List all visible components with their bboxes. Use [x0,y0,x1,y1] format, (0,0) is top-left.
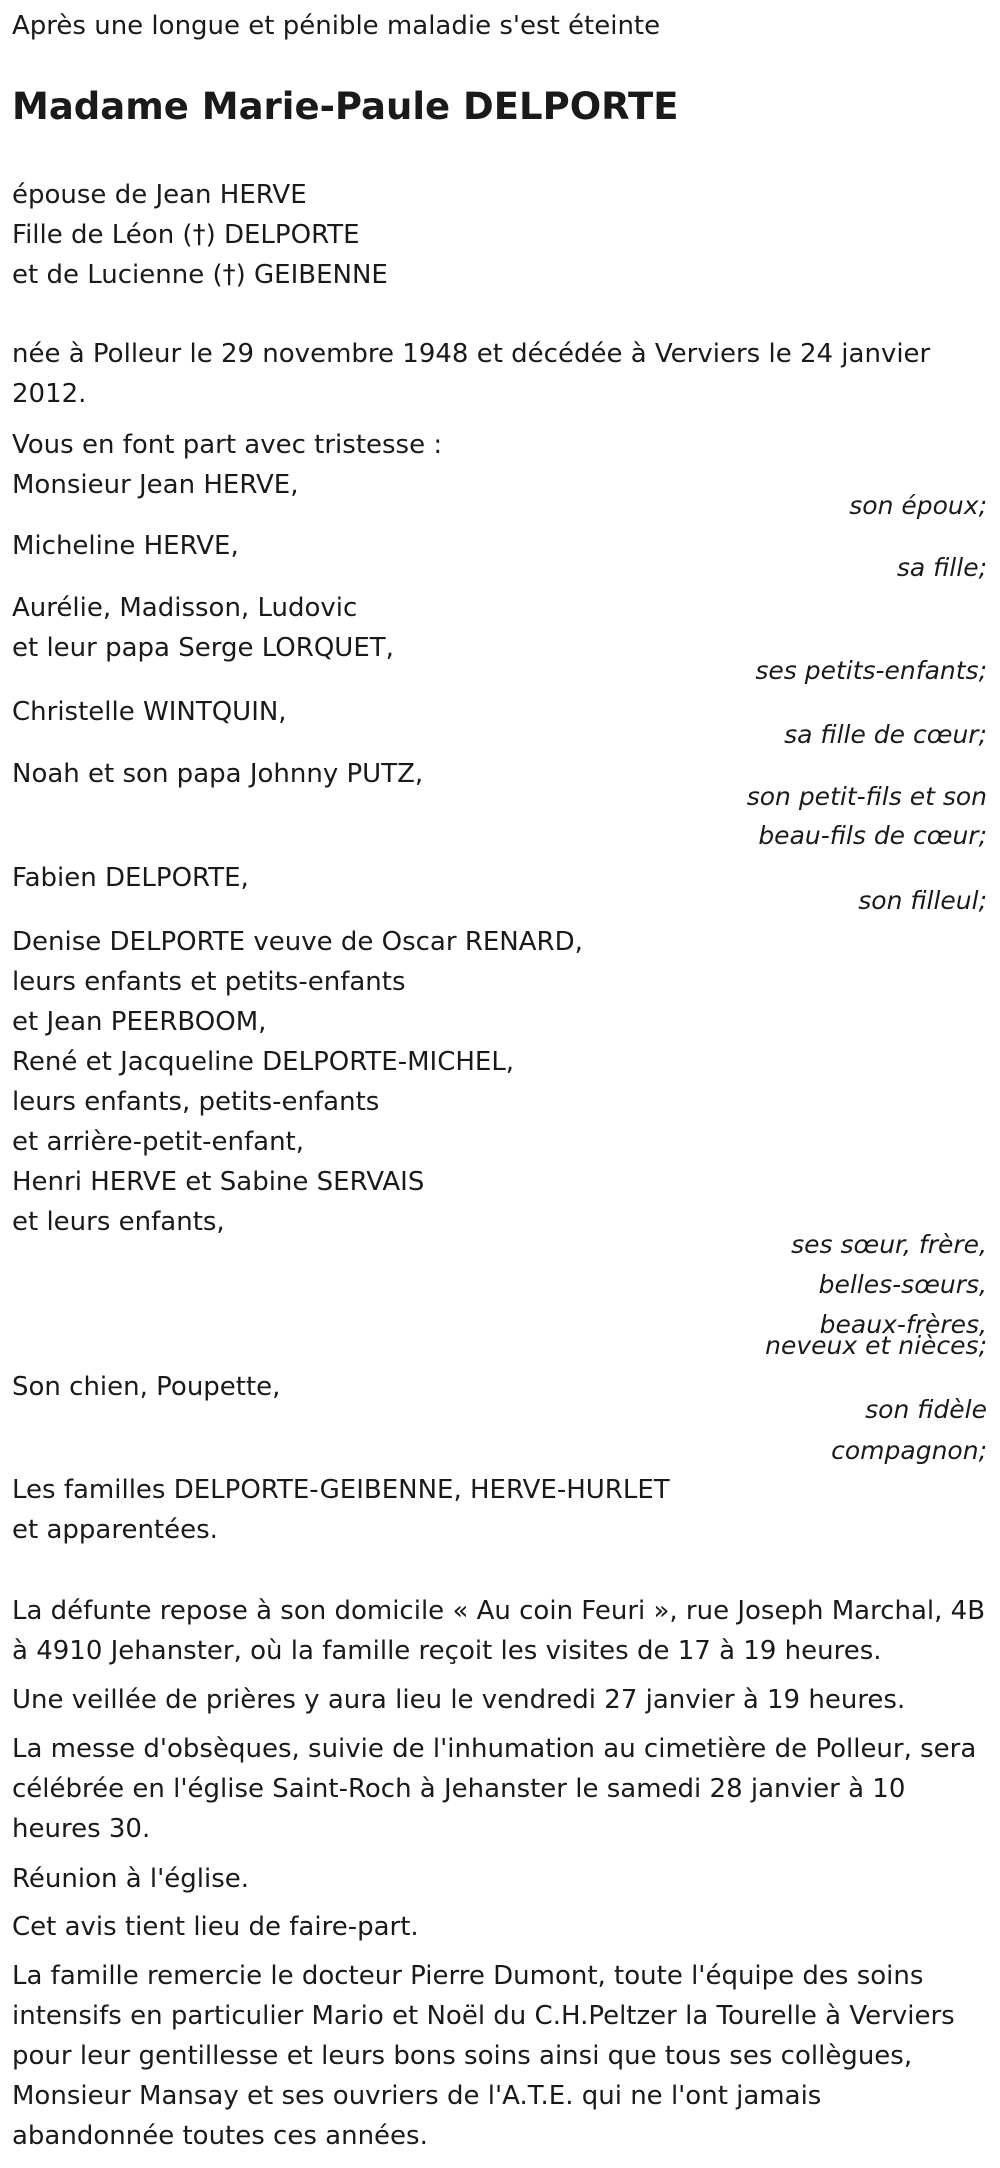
mourner-grandchildren: Aurélie, Madisson, Ludovic [12,593,358,623]
mourner-sibling-5: leurs enfants, petits-enfants [12,1087,380,1117]
relation-heart-daughter: sa fille de cœur; [784,720,987,749]
funeral-info: La messe d'obsèques, suivie de l'inhumation au cimetière de Polleur, sera célébrée en l'église Saint-Roch à Jehanster le samedi 28 janvier à 10 heures 30. [12,1734,977,1844]
mourner-sibling-6: et arrière-petit-enfant, [12,1127,305,1157]
relation-godson: son filleul; [858,886,987,915]
mourner-spouse: Monsieur Jean HERVE, [12,470,299,500]
gathering-info: Réunion à l'église. [12,1864,250,1894]
spouse-line: épouse de Jean HERVE [12,180,307,210]
mourner-sibling-7: Henri HERVE et Sabine SERVAIS [12,1167,425,1197]
relation-siblings-3: beaux-frères, [819,1310,987,1339]
mother-line: et de Lucienne (†) GEIBENNE [12,260,388,290]
mourner-heart-daughter: Christelle WINTQUIN, [12,697,287,727]
relation-siblings-4: neveux et nièces; [765,1331,987,1360]
mourner-grandchildren-father: et leur papa Serge LORQUET, [12,633,394,663]
mourner-dog: Son chien, Poupette, [12,1372,281,1402]
visitation-info: La défunte repose à son domicile « Au coin Feuri », rue Joseph Marchal, 4B à 4910 Jehanster, où la famille reçoit les visites de 17 à 19 heures. [12,1596,986,1666]
father-line: Fille de Léon (†) DELPORTE [12,220,360,250]
thanks-paragraph: La famille remercie le docteur Pierre Dumont, toute l'équipe des soins intensifs en particulier Mario et Noël du C.H.Peltzer la Tourelle à Verviers pour leur gentillesse et leurs bons soins ainsi que tous ses collègues, Monsieur Mansay et ses ouvriers de l'A.T.E. qui ne l'ont jamais abandonnée toutes ces années. [12,1961,955,2151]
relation-daughter: sa fille; [896,553,987,582]
relation-siblings-1: ses sœur, frère, [791,1230,987,1259]
relation-siblings-2: belles-sœurs, [818,1270,987,1299]
mourner-families-related: et apparentées. [12,1515,218,1545]
mourner-grandson: Noah et son papa Johnny PUTZ, [12,759,424,789]
mourner-sibling-2: leurs enfants et petits-enfants [12,967,406,997]
relation-spouse: son époux; [849,491,987,520]
mourner-daughter: Micheline HERVE, [12,531,239,561]
intro-line: Après une longue et pénible maladie s'est éteinte [12,11,661,41]
deceased-name: Madame Marie-Paule DELPORTE [12,85,679,128]
mourner-families: Les familles DELPORTE-GEIBENNE, HERVE-HURLET [12,1475,670,1505]
vigil-info: Une veillée de prières y aura lieu le vendredi 27 janvier à 19 heures. [12,1685,906,1715]
notice-info: Cet avis tient lieu de faire-part. [12,1912,419,1942]
relation-dog-2: compagnon; [831,1436,987,1465]
relation-dog-1: son fidèle [865,1395,987,1424]
relation-grandson: son petit-fils et son [746,782,987,811]
mourner-sibling-4: René et Jacqueline DELPORTE-MICHEL, [12,1047,515,1077]
relation-son-in-law: beau-fils de cœur; [758,821,987,850]
mourner-godson: Fabien DELPORTE, [12,863,249,893]
relation-grandchildren: ses petits-enfants; [755,656,987,685]
birth-death-info: née à Polleur le 29 novembre 1948 et décédée à Verviers le 24 janvier 2012. [12,339,931,409]
mourner-sibling-3: et Jean PEERBOOM, [12,1007,267,1037]
mourner-sibling-1: Denise DELPORTE veuve de Oscar RENARD, [12,927,583,957]
mourner-sibling-8: et leurs enfants, [12,1207,225,1237]
announce-line: Vous en font part avec tristesse : [12,430,443,460]
